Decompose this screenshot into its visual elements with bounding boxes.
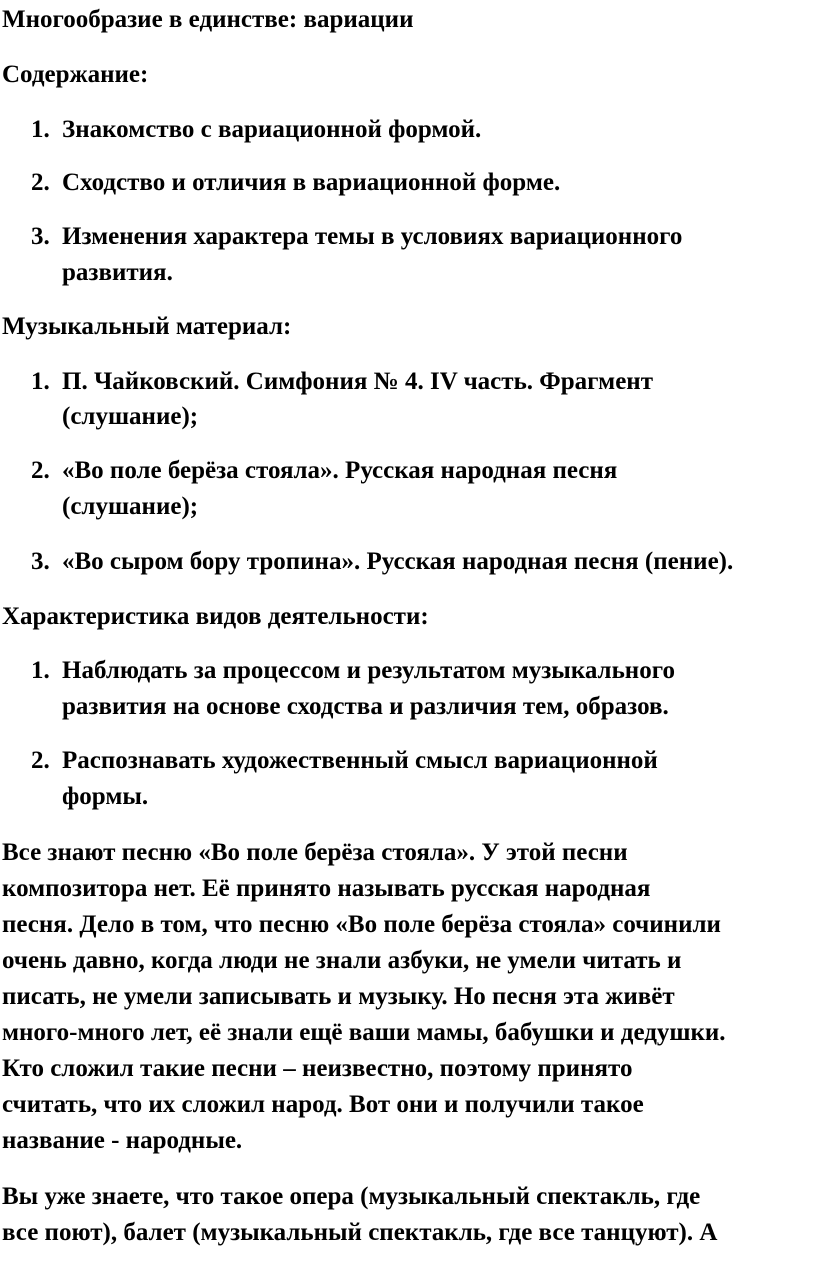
- material-item-3: «Во сыром бору тропина». Русская народная песня (пение).: [62, 548, 734, 575]
- activities-item-2-number: 2.: [31, 747, 50, 774]
- material-item-2-number: 2.: [31, 457, 50, 484]
- activities-item-1-number: 1.: [31, 657, 50, 684]
- paragraph-1-line-2: композитора нет. Её принято называть русская народная: [2, 875, 651, 902]
- paragraph-1-line-6: много-много лет, её знали ещё ваши мамы, бабушки и дедушки.: [2, 1019, 726, 1046]
- activities-item-1-continuation: развития на основе сходства и различия тем, образов.: [62, 693, 669, 720]
- contents-item-3-continuation: развития.: [62, 259, 173, 286]
- paragraph-1-line-8: считать, что их сложил народ. Вот они и получили такое: [2, 1091, 644, 1118]
- contents-item-2-number: 2.: [31, 169, 50, 196]
- document-title: Многообразие в единстве: вариации: [2, 6, 414, 33]
- contents-item-2: Сходство и отличия в вариационной форме.: [62, 169, 561, 196]
- contents-heading: Содержание:: [2, 61, 149, 88]
- material-item-3-number: 3.: [31, 548, 50, 575]
- paragraph-1-line-4: очень давно, когда люди не знали азбуки, не умели читать и: [2, 947, 682, 974]
- activities-item-2: Распознавать художественный смысл вариационной: [62, 747, 658, 774]
- paragraph-1-line-3: песня. Дело в том, что песню «Во поле берёза стояла» сочинили: [2, 911, 721, 938]
- material-item-2-continuation: (слушание);: [62, 493, 199, 520]
- paragraph-1-line-1: Все знают песню «Во поле берёза стояла». У этой песни: [2, 839, 628, 866]
- activities-item-2-continuation: формы.: [62, 783, 149, 810]
- activities-heading: Характеристика видов деятельности:: [2, 603, 429, 630]
- paragraph-1-line-9: название - народные.: [2, 1127, 243, 1154]
- paragraph-2-line-1: Вы уже знаете, что такое опера (музыкальный спектакль, где: [2, 1183, 701, 1210]
- activities-item-1: Наблюдать за процессом и результатом музыкального: [62, 657, 675, 684]
- paragraph-1-line-7: Кто сложил такие песни – неизвестно, поэтому принято: [2, 1055, 633, 1082]
- material-item-1-continuation: (слушание);: [62, 403, 199, 430]
- material-heading: Музыкальный материал:: [2, 313, 292, 340]
- contents-item-1: Знакомство с вариационной формой.: [62, 116, 482, 143]
- paragraph-1-line-5: писать, не умели записывать и музыку. Но песня эта живёт: [2, 983, 675, 1010]
- contents-item-3: Изменения характера темы в условиях вариационного: [62, 223, 683, 250]
- contents-item-1-number: 1.: [31, 116, 50, 143]
- material-item-2: «Во поле берёза стояла». Русская народная песня: [62, 457, 618, 484]
- paragraph-2-line-2: все поют), балет (музыкальный спектакль, где все танцуют). А: [2, 1219, 718, 1246]
- material-item-1-number: 1.: [31, 368, 50, 395]
- material-item-1: П. Чайковский. Симфония № 4. IV часть. Фрагмент: [62, 368, 653, 395]
- contents-item-3-number: 3.: [31, 223, 50, 250]
